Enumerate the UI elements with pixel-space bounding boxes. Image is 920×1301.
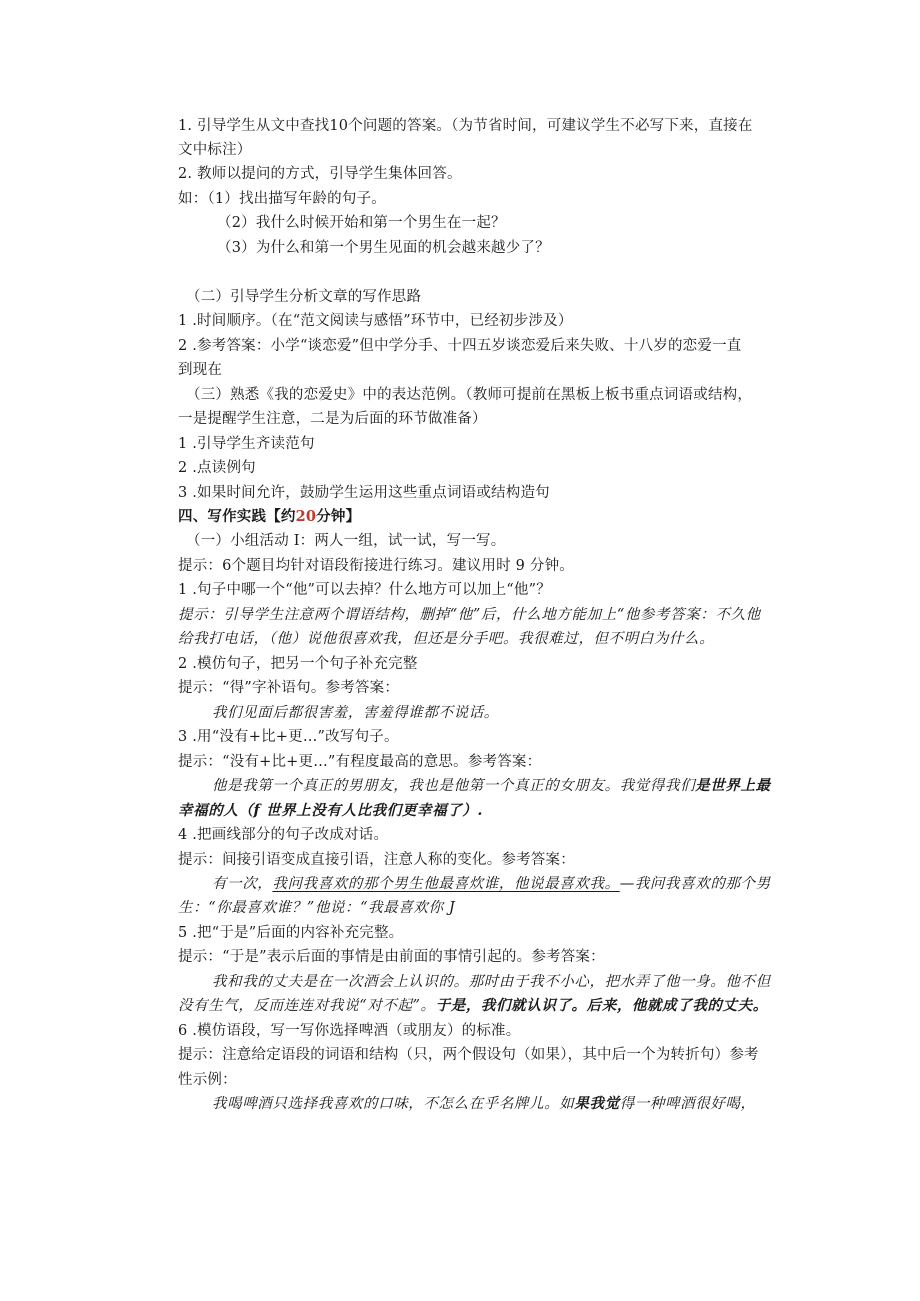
line-q4: 4 .把画线部分的句子改成对话。 xyxy=(178,827,389,843)
q4-answer-dialogue: —我问我喜欢的那个男 xyxy=(619,876,771,892)
line-q4-answer-cont: 生：“你最喜欢谁？”他说：“我最喜欢你 J xyxy=(178,900,456,916)
q6-example-bold: 果我觉 xyxy=(574,1095,620,1112)
line-reference-answer: 2 .参考答案：小学“谈恋爱”但中学分手、十四五岁谈恋爱后来失败、十八岁的恋爱一直 xyxy=(178,338,742,354)
line-q4-answer xyxy=(212,874,771,894)
line-make-sentences: 3 .如果时间允许，鼓励学生运用这些重点词语或结构造句 xyxy=(178,485,550,501)
line-q2-hint: 提示：“得”字补语句。参考答案： xyxy=(178,680,400,696)
line-example-1: 如：（1）找出描写年龄的句子。 xyxy=(178,191,386,207)
section-heading-two: （二）引导学生分析文章的写作思路 xyxy=(186,289,422,305)
line-q6: 6 .模仿语段，写一写你选择啤酒（或朋友）的标准。 xyxy=(178,1023,521,1039)
line-q5-answer: 我和我的丈夫是在一次酒会上认识的。那时由于我不小心，把水弄了他一身。他不但 xyxy=(212,974,771,990)
line-reference-answer-cont: 到现在 xyxy=(178,362,223,378)
q6-example-text: 我喝啤酒只选择我喜欢的口味，不怎么在乎名牌儿。如 xyxy=(212,1096,575,1112)
line-q6-hint: 提示：注意给定语段的词语和结构（只，两个假设句（如果），其中后一个为转折句）参考 xyxy=(178,1047,759,1063)
q5-answer-bold: 于是，我们就认识了。后来，他就成了我的丈夫。 xyxy=(435,997,768,1014)
line-hint-six-topics: 提示：6个题目均针对语段衔接进行练习。建议用时 9 分钟。 xyxy=(178,558,574,574)
line-q4-hint: 提示：间接引语变成直接引语，注意人称的变化。参考答案： xyxy=(178,852,575,868)
line-point-read: 2 .点读例句 xyxy=(178,460,256,476)
line-q3-answer xyxy=(212,776,771,796)
heading-four-unit: 分钟】 xyxy=(316,508,361,525)
q5-answer-text: 没有生气，反而连连对我说“对不起”。 xyxy=(178,998,436,1014)
q3-answer-text: 他是我第一个真正的男朋友，我也是他第一个真正的女朋友。我觉得我们 xyxy=(212,778,696,794)
line-group-activity: （一）小组活动 I：两人一组，试一试，写一写。 xyxy=(186,533,506,549)
line-q3: 3 .用“没有+比+更…”改写句子。 xyxy=(178,729,399,745)
line-answers-intro: 1. 引导学生从文中查找10个问题的答案。（为节省时间，可建议学生不必写下来，直接在 xyxy=(178,118,753,134)
line-example-3: （3）为什么和第一个男生见面的机会越来越少了？ xyxy=(217,240,550,256)
line-q3-hint: 提示：“没有+比+更…”有程度最高的意思。参考答案： xyxy=(178,754,542,770)
line-read-aloud: 1 .引导学生齐读范句 xyxy=(178,436,315,452)
line-q6-hint-cont: 性示例： xyxy=(178,1072,237,1088)
line-q1: 1 .句子中哪一个“他”可以去掉？什么地方可以加上“他”？ xyxy=(178,582,551,598)
line-teacher-question: 2. 教师以提问的方式，引导学生集体回答。 xyxy=(178,166,462,182)
q4-underlined-sentence: 我问我喜欢的那个男生他最喜炊谁，他说最喜欢我。 xyxy=(272,876,620,892)
q6-example-end: 得一种啤酒很好喝， xyxy=(619,1096,756,1112)
heading-four-minutes: 20 xyxy=(295,508,317,525)
line-q5-hint: 提示：“于是”表示后面的事情是由前面的事情引起的。参考答案： xyxy=(178,949,605,965)
heading-four-text: 四、写作实践【约 xyxy=(178,508,296,525)
line-time-order: 1 .时间顺序。（在“范文阅读与感悟”环节中，已经初步涉及） xyxy=(178,313,573,329)
line-example-2: （2）我什么时候开始和第一个男生在一起？ xyxy=(217,215,506,231)
line-q2-answer: 我们见面后都很害羞，害羞得谁都不说话。 xyxy=(212,705,499,721)
q4-answer-prefix: 有一次， xyxy=(212,876,273,892)
line-q5-answer-cont xyxy=(178,996,768,1016)
line-answers-intro-cont: 文中标注） xyxy=(178,142,252,158)
q3-answer-bold: 是世界上最 xyxy=(695,777,771,794)
line-q1-hint-cont: 给我打电话，（他）说他很喜欢我，但还是分手吧。我很难过，但不明白为什么。 xyxy=(178,631,715,647)
line-q5: 5 .把“于是”后面的内容补充完整。 xyxy=(178,925,404,941)
line-q6-example xyxy=(212,1094,756,1114)
line-q3-answer-cont: 幸福的人（f 世界上没有人比我们更幸福了）. xyxy=(178,802,484,819)
section-heading-three: （三）熟悉《我的恋爱史》中的表达范例。（教师可提前在黑板上板书重点词语或结构， xyxy=(186,387,753,403)
line-q1-hint: 提示：引导学生注意两个谓语结构，删掉“他”后，什么地方能加上“他参考答案：不久他 xyxy=(178,607,761,623)
line-q2: 2 .模仿句子，把另一个句子补充完整 xyxy=(178,656,418,672)
section-heading-three-cont: 一是提醒学生注意，二是为后面的环节做准备） xyxy=(178,411,487,427)
section-heading-four xyxy=(178,507,360,527)
